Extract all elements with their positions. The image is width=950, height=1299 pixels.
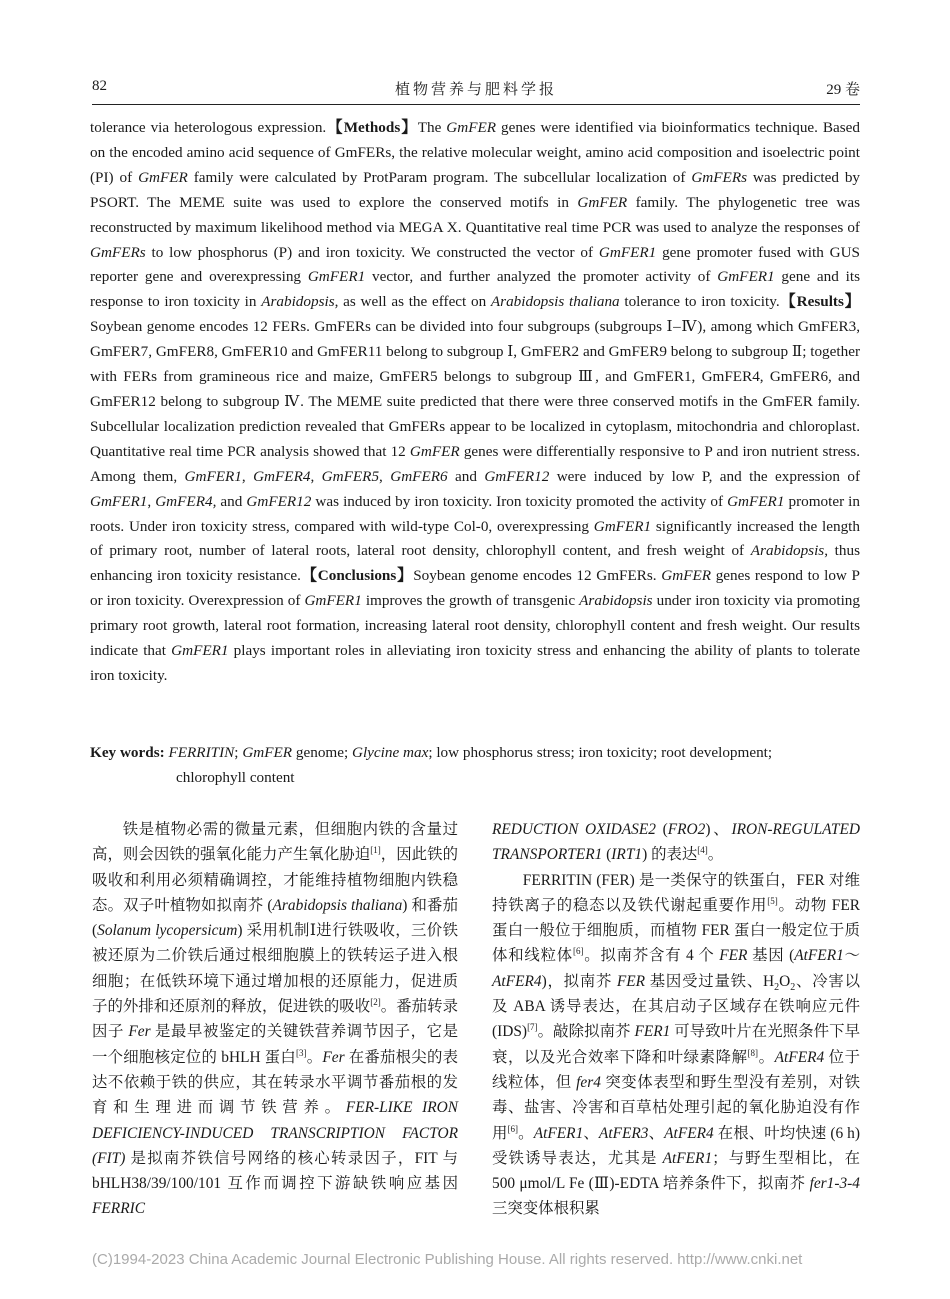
body-text: 三突变体根积累 — [492, 1200, 600, 1218]
citation[interactable]: [2] — [370, 996, 381, 1007]
gene-name: FRO2 — [667, 821, 706, 838]
body-text: 可导致叶片在光照条件下早衰，以及光合效率下降和叶绿素降解 — [492, 1023, 860, 1066]
citation[interactable]: [3] — [295, 1047, 307, 1058]
gene-name: GmFER — [138, 168, 188, 186]
body-text: 。 — [518, 1124, 534, 1142]
gene-name: GmFER12 — [246, 492, 312, 510]
body-text: O — [779, 972, 791, 990]
body-text: 、冷害以及 ABA 诱导表达，在其启动子区域存在铁响应元件 (IDS) — [492, 972, 860, 1041]
abstract-text: improves the growth of transgenic — [361, 592, 580, 610]
body-text: ( — [655, 821, 668, 838]
species-name: Arabidopsis — [750, 542, 825, 560]
body-right-column — [492, 817, 860, 1222]
gene-name: AtFER4 — [774, 1048, 825, 1066]
abstract-text: gene and its response to iron toxicity in — [90, 268, 860, 311]
abstract-text: gene promoter fused with GUS reporter gene and overexpressing — [90, 243, 860, 286]
body-text: ，因此铁的吸收和利用必须精确调控，才能维持植物细胞内铁稳态。双子叶植物如拟南芥 ( — [92, 846, 458, 914]
gene-name: GmFER1 — [184, 467, 242, 485]
abstract-text: tolerance to iron toxicity. — [619, 293, 780, 311]
gene-name: GmFERs — [691, 168, 748, 186]
body-text: ) 和番茄 ( — [92, 896, 458, 940]
citation[interactable]: [5] — [767, 895, 778, 906]
citation[interactable]: [6] — [507, 1123, 519, 1134]
gene-name: GmFER1 — [598, 243, 657, 261]
abstract-text: The — [417, 119, 447, 136]
gene-name: IRON-REGULATED TRANSPORTER1 — [492, 821, 860, 864]
abstract-text: , — [379, 467, 391, 485]
body-paragraph-continued — [492, 817, 860, 868]
body-text: 铁是植物必需的微量元素，但细胞内铁的含量过高，则会因铁的强氧化能力产生氧化胁迫 — [92, 821, 458, 864]
body-text: 基因 ( — [747, 947, 795, 965]
keyword: Glycine max — [351, 744, 429, 761]
gene-name: GmFER12 — [484, 467, 550, 485]
keywords — [90, 741, 860, 790]
body-text: 、 — [583, 1124, 599, 1142]
gene-name: GmFER — [409, 442, 460, 460]
gene-name: fer4 — [576, 1073, 601, 1091]
abstract-text: and — [216, 492, 247, 510]
gene-name: GmFER — [577, 193, 628, 211]
body-text: 突变体表型和野生型没有差别，对铁毒、盐害、冷害和百草枯处理引起的氧化胁迫没有作用 — [492, 1073, 860, 1142]
gene-name: FER1 — [634, 1023, 671, 1041]
body-paragraph — [492, 868, 860, 1222]
keyword: GmFER — [242, 744, 293, 761]
abstract-text: genes respond to low P or iron toxicity. Overexpression of — [90, 567, 860, 610]
conclusions-label: 【Conclusions】 — [300, 567, 414, 585]
gene-name: FER — [616, 972, 646, 990]
abstract-text: were induced by low P, and the expression of — [549, 467, 861, 485]
gene-name: FER — [719, 947, 748, 965]
abstract-text: was predicted by PSORT. The MEME suite was used to explore the conserved motifs in — [90, 168, 861, 211]
results-label: 【Results】 — [779, 293, 860, 311]
subscript: 2 — [774, 981, 780, 993]
abstract-text: , — [310, 467, 322, 485]
body-text: 。拟南芥含有 4 个 — [583, 947, 720, 965]
body-text: 在番茄根尖的表达不依赖于铁的供应，其在转录水平调节番茄根的发育和生理进而调节铁营养。 — [92, 1048, 458, 1117]
gene-name: GmFER6 — [390, 467, 448, 485]
abstract-text: genes were identified via bioinformatics technique. Based on the encoded amino acid sequence of GmFERs, the relative molecular weight, amino acid composition and isoelectric point (PI) of — [90, 119, 861, 186]
gene-name: GmFER1 — [90, 492, 148, 510]
abstract-text: promoter in roots. Under iron toxicity stress, compared with wild-type Col-0, overexpressing — [90, 492, 860, 535]
header-rule — [92, 104, 860, 105]
body-text: 。 — [306, 1048, 323, 1066]
methods-label: 【Methods】 — [326, 119, 418, 136]
keyword: ; low phosphorus stress; iron toxicity; root development; — [428, 744, 773, 761]
gene-name: GmFER4, — [155, 492, 217, 510]
keyword: genome; — [292, 744, 352, 761]
abstract-text: and — [447, 467, 485, 485]
abstract-text: , thus enhancing iron toxicity resistance. — [90, 542, 860, 585]
gene-name: GmFER1 — [593, 517, 652, 535]
body-text: 。 — [707, 846, 724, 864]
body-text: 在根、叶均快速 (6 h) 受铁诱导表达，尤其是 — [492, 1124, 860, 1167]
gene-name: Fer — [322, 1048, 345, 1066]
gene-name: GmFER1 — [171, 642, 229, 660]
species-name: Solanum lycopersicum — [97, 922, 238, 940]
gene-name: AtFER3 — [598, 1124, 649, 1142]
subscript: 2 — [790, 981, 796, 993]
species-name: Arabidopsis — [261, 293, 335, 311]
body-text: 。敲除拟南芥 — [537, 1023, 635, 1041]
citation[interactable]: [4] — [697, 845, 708, 856]
gene-name: AtFER1 — [794, 947, 844, 965]
abstract-text: was induced by iron toxicity. Iron toxicity promoted the activity of — [311, 492, 728, 510]
page-number: 82 — [92, 78, 107, 94]
page-header — [92, 78, 860, 102]
gene-name: REDUCTION OXIDASE2 — [492, 821, 656, 838]
citation[interactable]: [7] — [527, 1022, 538, 1033]
species-name: Arabidopsis thaliana — [272, 896, 403, 914]
gene-name: GmFER — [446, 119, 497, 136]
body-text: ) 的表达 — [642, 846, 698, 864]
gene-name: GmFER — [661, 567, 712, 585]
gene-name: Fer — [128, 1023, 151, 1041]
gene-name: GmFER1 — [304, 592, 362, 610]
body-text: 是最早被鉴定的关键铁营养调节因子，它是一个细胞核定位的 bHLH 蛋白 — [92, 1023, 458, 1066]
body-text: 。番茄转录因子 — [92, 998, 458, 1041]
gene-name: FERRIC — [92, 1200, 145, 1218]
abstract-text: Soybean genome encodes 12 FERs. GmFERs can be divided into four subgroups (subgroups Ⅰ–Ⅳ), among which GmFER3, GmFER7, GmFER8, GmFER10 and GmFER11 belong to subgroup Ⅰ, GmFER2 and GmFER9 belong to subgroup Ⅱ; together with FERs from gramineous rice and maize, GmFER5 belongs to subgroup Ⅲ, and GmFER1, GmFER4, GmFER6, and GmFER12 belong to subgroup Ⅳ. The MEME suite predicted that there were three conserved motifs in the GmFER family. Subcellular localization prediction revealed that GmFERs appear to be localized in cytoplasm, mitochondria and chloroplast. Quantitative real time PCR analysis showed that 12 — [90, 318, 860, 460]
gene-name: fer1-3-4 — [809, 1175, 860, 1193]
copyright-footer: (C)1994-2023 China Academic Journal Electronic Publishing House. All rights reserved. http://www.cnki.net — [92, 1251, 803, 1268]
abstract-text: under iron toxicity via promoting primary root growth, lateral root formation, increasing lateral root density, chlorophyll content and fresh weight. Our results indicate that — [90, 592, 860, 660]
body-left-column — [92, 817, 458, 1222]
abstract-text: genes were differentially responsive to P and iron nutrient stress. Among them, — [90, 442, 860, 485]
body-text: 位于线粒体，但 — [492, 1048, 860, 1091]
abstract-text: Soybean genome encodes 12 GmFERs. — [413, 567, 662, 585]
gene-name: AtFER1 — [662, 1149, 713, 1167]
abstract-text: , as well as the effect on — [334, 293, 491, 311]
keywords-label: Key words: — [90, 744, 165, 761]
abstract-text: , — [147, 492, 156, 510]
gene-name: AtFER4 — [664, 1124, 714, 1142]
citation[interactable]: [6] — [572, 946, 584, 957]
species-name: Arabidopsis — [579, 592, 653, 610]
abstract-text: , — [241, 467, 254, 485]
body-text: ( — [602, 846, 612, 864]
journal-title: 植物营养与肥料学报 — [394, 82, 557, 98]
keyword: chlorophyll content — [176, 768, 295, 786]
gene-name: GmFER5 — [321, 467, 380, 485]
abstract-paragraph — [90, 116, 860, 689]
gene-name: FER-LIKE IRON DEFICIENCY-INDUCED TRANSCRIPTION FACTOR (FIT) — [92, 1099, 458, 1167]
gene-name: AtFER4 — [492, 972, 542, 990]
abstract-text: family were calculated by ProtParam program. The subcellular localization of — [187, 168, 692, 186]
body-text: 。动物 FER 蛋白一般位于细胞质，而植物 FER 蛋白一般定位于质体和线粒体 — [492, 896, 860, 965]
body-text: 基因受过量铁、H — [645, 972, 775, 990]
body-text: 、 — [648, 1124, 665, 1142]
body-text: ) 采用机制Ⅰ进行铁吸收，三价铁被还原为二价铁后通过根细胞膜上的铁转运子进入根细胞；在低铁环境下通过增加根的还原能力，促进质子的外排和还原剂的释放，促进铁的吸收 — [92, 922, 458, 1016]
gene-name: IRT1 — [611, 846, 643, 864]
body-text: )，拟南芥 — [541, 972, 617, 990]
citation[interactable]: [8] — [747, 1047, 759, 1058]
species-name: Arabidopsis thaliana — [490, 293, 620, 311]
gene-name: GmFER1 — [307, 268, 366, 286]
body-paragraph — [92, 817, 458, 1222]
abstract-text: plays important roles in alleviating iron toxicity stress and enhancing the ability of plants to tolerate iron toxicity. — [90, 642, 861, 684]
keyword-sep: ; — [234, 744, 243, 761]
gene-name: GmFER1 — [727, 492, 785, 510]
keyword: FERRITIN — [168, 744, 235, 761]
abstract-text: tolerance via heterologous expression. — [90, 119, 327, 136]
gene-name: GmFERs — [90, 243, 146, 261]
abstract-text: family. The phylogenetic tree was reconstructed by maximum likelihood method via MEGA X. Quantitative real time PCR was used to analyze the responses of — [90, 193, 860, 236]
body-text: 是拟南芥铁信号网络的核心转录因子，FIT 与 bHLH38/39/100/101 互作而调控下游缺铁响应基因 — [92, 1149, 458, 1193]
body-text: FERRITIN (FER) 是一类保守的铁蛋白，FER 对维持铁离子的稳态以及铁代谢起重要作用 — [492, 871, 860, 914]
gene-name: GmFER4 — [253, 467, 311, 485]
citation[interactable]: [1] — [370, 845, 381, 856]
abstract-text: significantly increased the length of primary root, number of lateral roots, lateral root density, chlorophyll content, and fresh weight of — [90, 517, 860, 560]
body-text: 。 — [758, 1048, 775, 1066]
gene-name: AtFER1 — [533, 1124, 584, 1142]
body-text: ～ — [843, 947, 860, 965]
body-text: )、 — [705, 821, 732, 838]
volume-label: 29 卷 — [826, 82, 860, 98]
body-text: ；与野生型相比，在 500 μmol/L Fe (Ⅲ)-EDTA 培养条件下，拟南芥 — [492, 1149, 860, 1193]
abstract-text: to low phosphorus (P) and iron toxicity. We constructed the vector of — [145, 243, 599, 261]
abstract-text: vector, and further analyzed the promoter activity of — [365, 268, 718, 286]
gene-name: GmFER1 — [717, 268, 775, 286]
